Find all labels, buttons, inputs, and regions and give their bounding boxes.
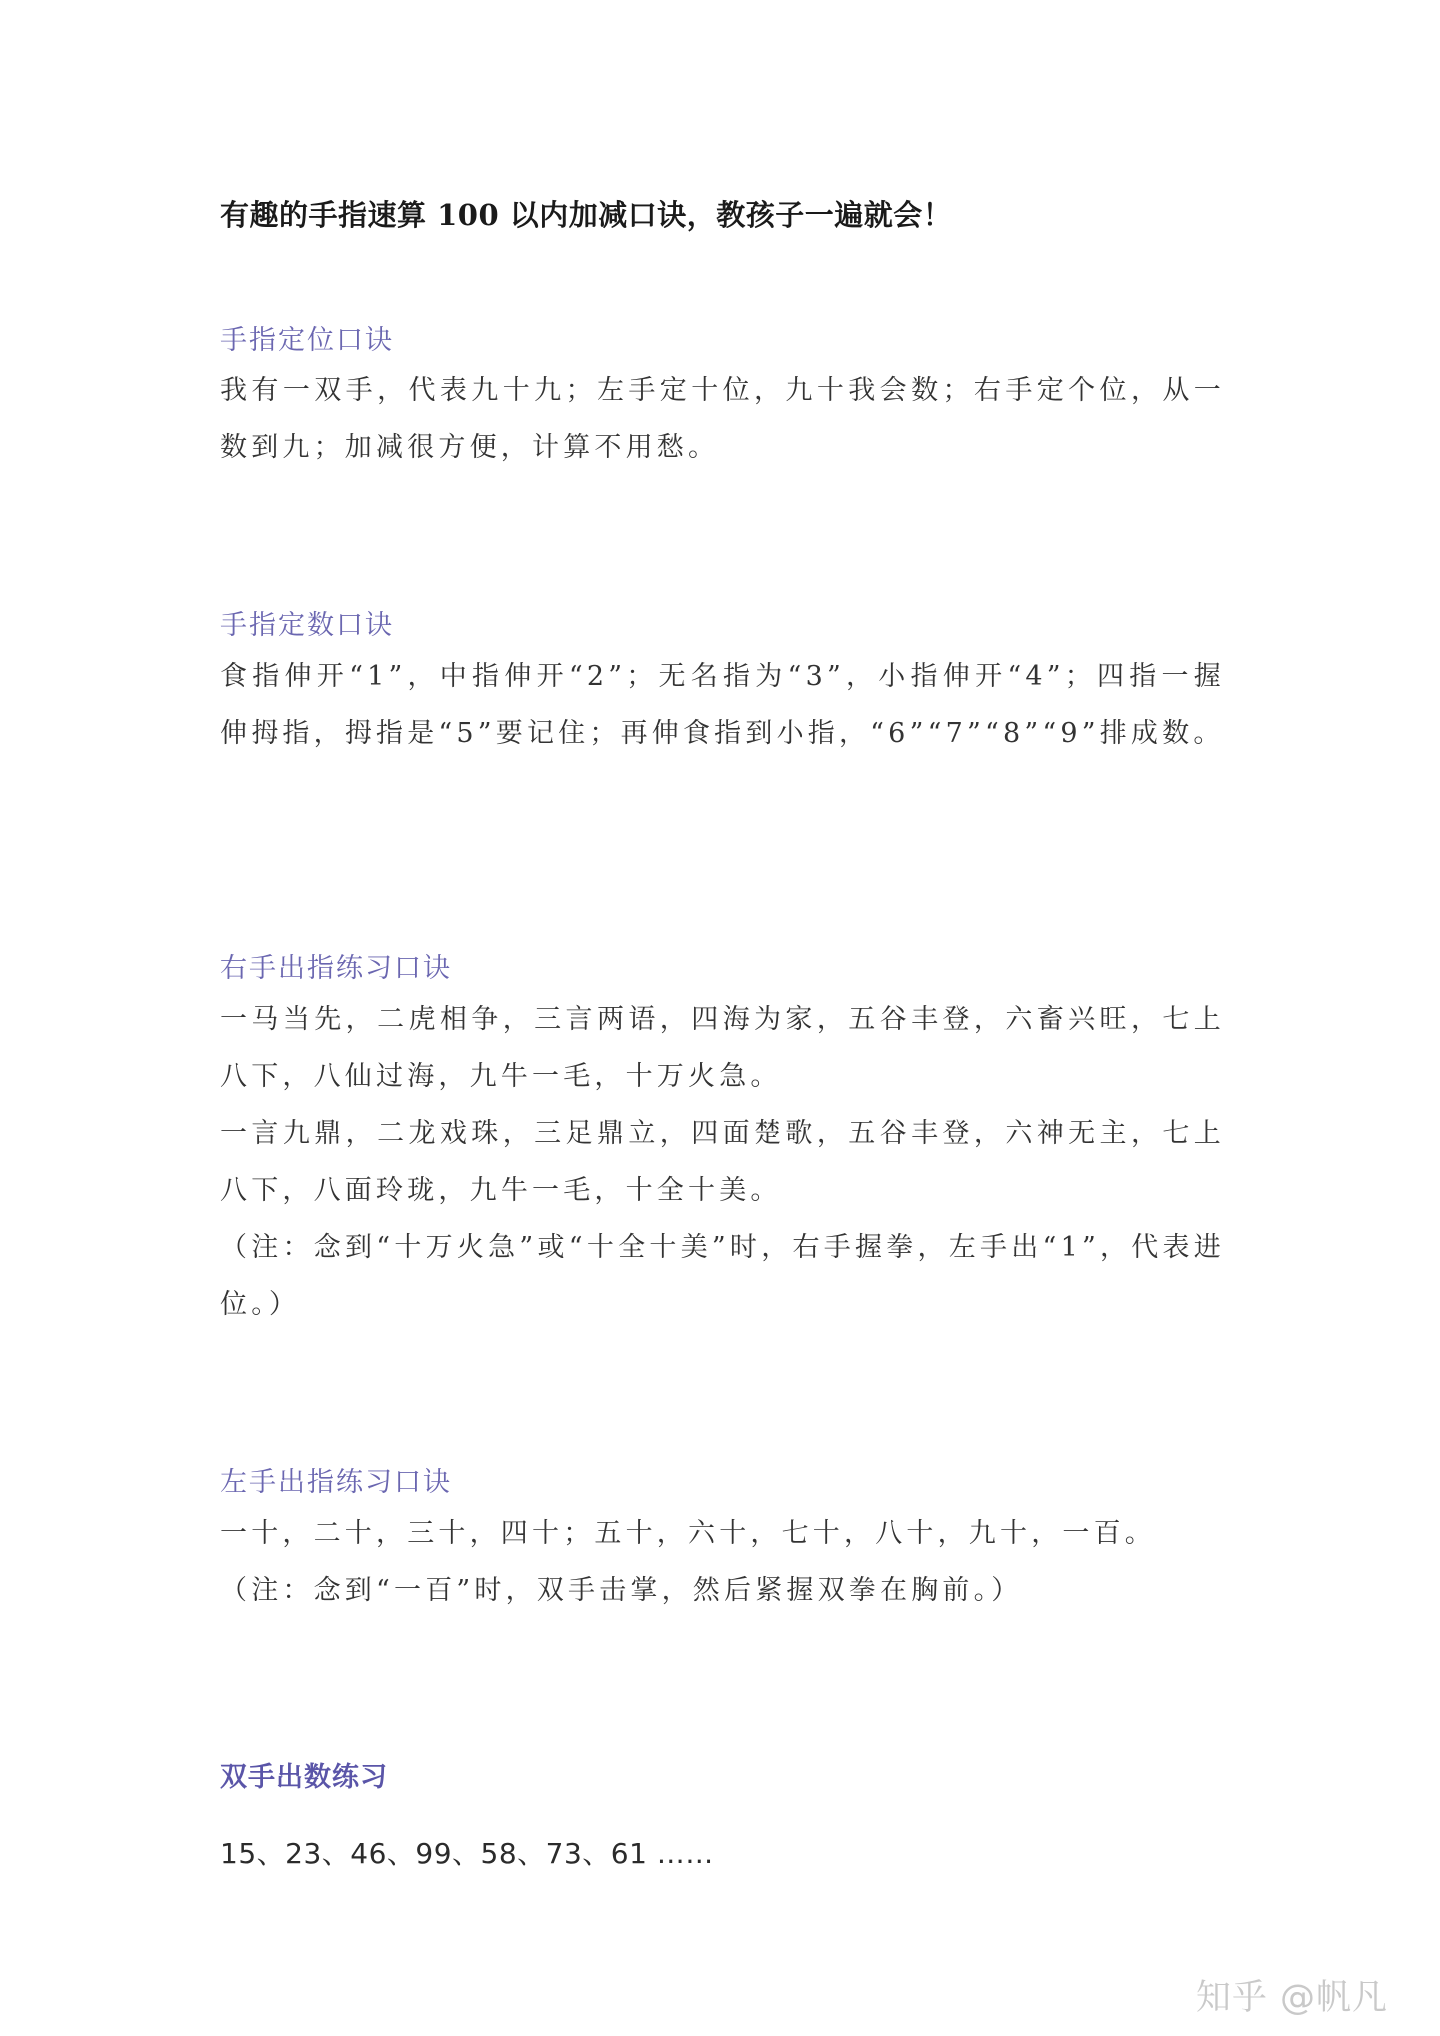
section-heading-finger-count: 手指定数口诀: [220, 610, 394, 641]
section-heading-right-hand-practice: 右手出指练习口诀: [220, 953, 452, 984]
practice-numbers: 15、23、46、99、58、73、61 ……: [220, 1837, 714, 1870]
section-note: （注：念到“一百”时，双手击掌，然后紧握双拳在胸前。）: [220, 1575, 1023, 1606]
section-heading-left-hand-practice: 左手出指练习口诀: [220, 1467, 452, 1498]
section-heading-two-hand-practice: 双手出数练习: [220, 1762, 388, 1793]
section-paragraph: 我有一双手，代表九十九；左手定十位，九十我会数；右手定个位，从一数到九；加减很方便，计算不用愁。: [220, 375, 1225, 463]
section-note: （注：念到“十万火急”或“十全十美”时，右手握拳，左手出“1”，代表进位。）: [220, 1232, 1225, 1320]
section-paragraph: 一马当先，二虎相争，三言两语，四海为家，五谷丰登，六畜兴旺，七上八下，八仙过海，九牛一毛，十万火急。: [220, 1004, 1225, 1092]
section-paragraph: 一十，二十，三十，四十；五十，六十，七十，八十，九十，一百。: [220, 1518, 1156, 1549]
section-heading-finger-position: 手指定位口诀: [220, 325, 394, 356]
zhihu-watermark: 知乎 @帆凡: [1195, 1978, 1388, 2018]
section-paragraph: 一言九鼎，二龙戏珠，三足鼎立，四面楚歌，五谷丰登，六神无主，七上八下，八面玲珑，九牛一毛，十全十美。: [220, 1118, 1225, 1206]
section-paragraph: 食指伸开“1”，中指伸开“2”；无名指为“3”，小指伸开“4”；四指一握伸拇指，拇指是“5”要记住；再伸食指到小指，“6”“7”“8”“9”排成数。: [220, 661, 1225, 749]
document-title: 有趣的手指速算 100 以内加减口诀，教孩子一遍就会！: [220, 198, 953, 232]
